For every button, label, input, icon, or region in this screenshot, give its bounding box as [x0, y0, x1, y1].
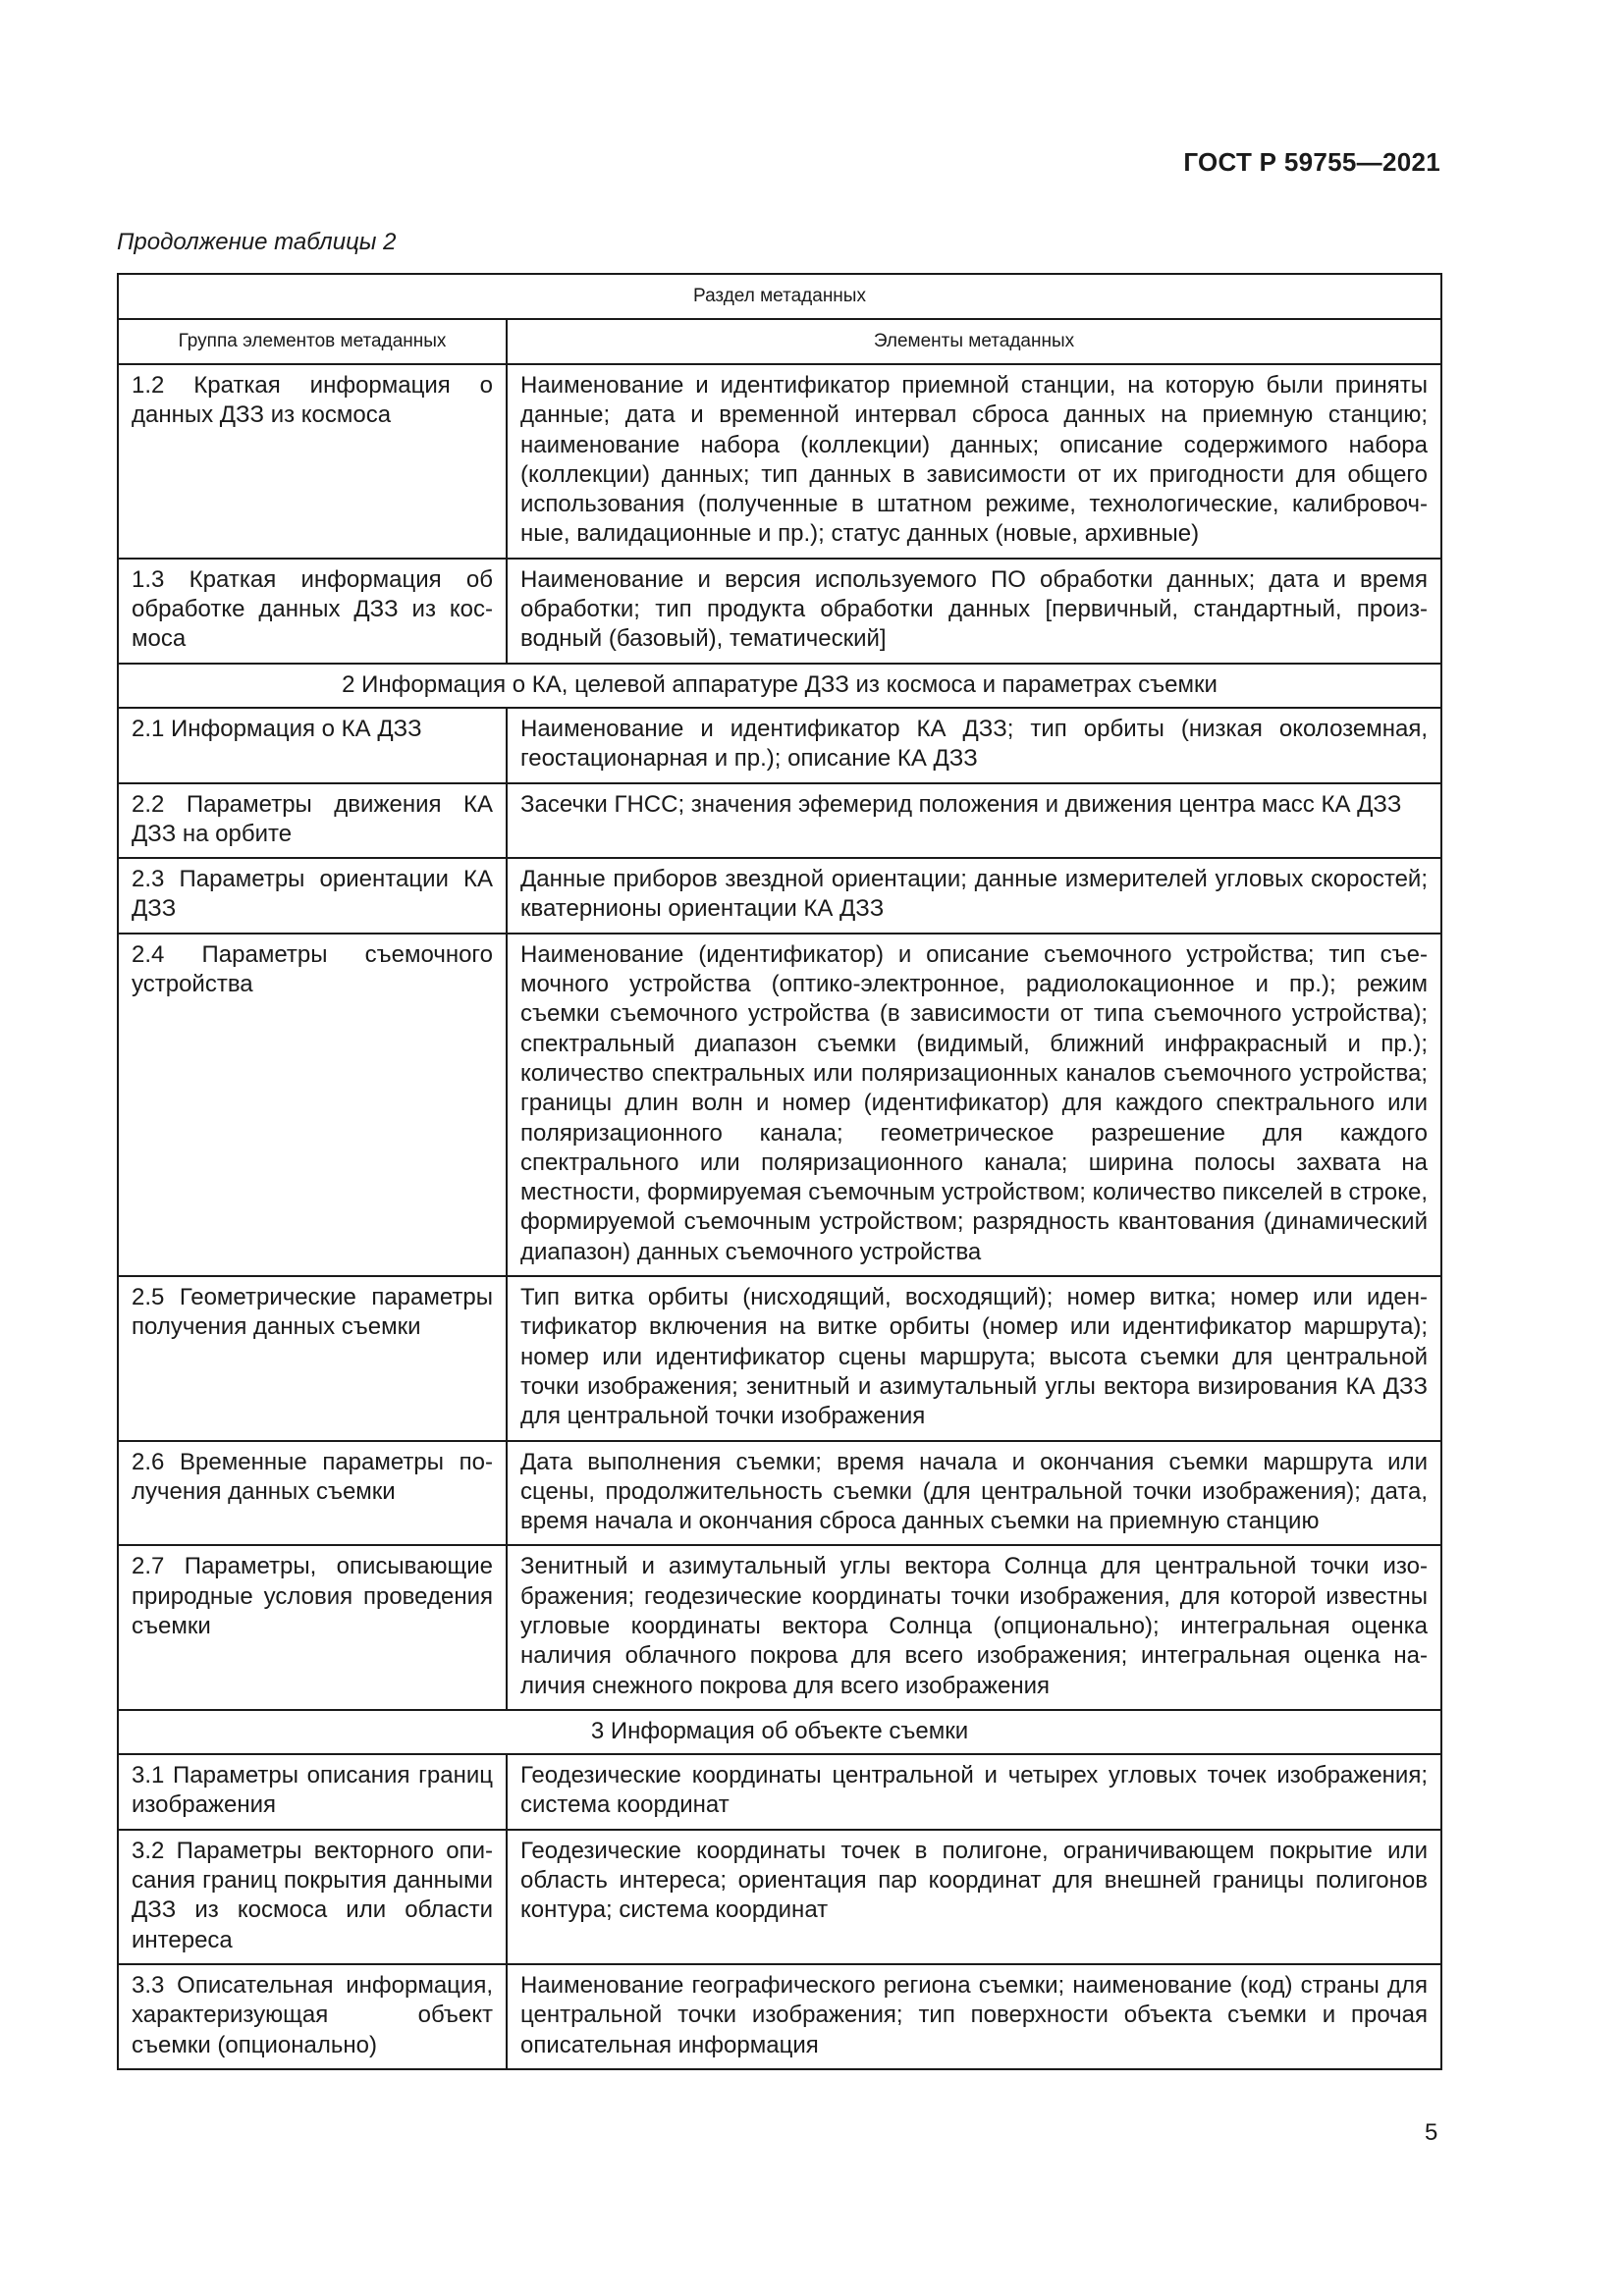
section-heading-row — [118, 1710, 1441, 1754]
group-cell: 2.7 Параметры, описывающие природные условия проведения съемки — [118, 1545, 507, 1709]
table-row — [118, 1276, 1441, 1440]
elements-cell: Наименование географического региона съемки; наименование (код) страны для центральной точки изображения; тип поверхности объекта съемки и прочая описательная информация — [507, 1964, 1441, 2069]
group-cell: 3.3 Описательная информация, характеризующая объект съемки (опционально) — [118, 1964, 507, 2069]
table-row — [118, 1441, 1441, 1546]
elements-cell: Наименование и идентификатор приемной станции, на которую были приняты данные; дата и временной интервал сброса данных на приемную станцию; наименование набора (коллекции) данных; описание содержимого набора (коллекции) данных; тип данных в зависимости от их пригодности для общего использования (полученные в штатном режиме, технологические, калибровочные, валидационные и пр.); статус данных (новые, архивные) — [507, 364, 1441, 559]
section-heading-row — [118, 664, 1441, 708]
table-header-row-columns — [118, 319, 1441, 364]
table-row — [118, 1830, 1441, 1964]
table-row — [118, 1545, 1441, 1709]
group-cell: 2.6 Временные параметры получения данных съемки — [118, 1441, 507, 1546]
elements-cell: Засечки ГНСС; значения эфемерид положения и движения центра масс КА ДЗЗ — [507, 783, 1441, 859]
table-row — [118, 858, 1441, 934]
header-section-title: Раздел метаданных — [118, 274, 1441, 319]
table-row — [118, 559, 1441, 664]
table-row — [118, 1754, 1441, 1830]
page-number: 5 — [1425, 2119, 1438, 2146]
table-row — [118, 364, 1441, 559]
group-cell: 2.2 Параметры движения КА ДЗЗ на орбите — [118, 783, 507, 859]
table-caption: Продолжение таблицы 2 — [117, 229, 397, 255]
group-cell: 2.4 Параметры съемочного устройства — [118, 934, 507, 1276]
section-2-title: 2 Информация о КА, целевой аппаратуре ДЗЗ из космоса и параметрах съемки — [118, 664, 1441, 708]
elements-cell: Тип витка орбиты (нисходящий, восходящий); номер витка; номер или идентификатор включения на витке орбиты (номер или идентификатор маршрута); номер или идентификатор сцены маршрута; высота съемки для центральной точки изображения; зенитный и азимутальный углы вектора визирования КА ДЗЗ для центральной точки изображения — [507, 1276, 1441, 1440]
elements-cell: Данные приборов звездной ориентации; данные измерителей угловых скоростей; кватернионы ориентации КА ДЗЗ — [507, 858, 1441, 934]
group-cell: 2.1 Информация о КА ДЗЗ — [118, 708, 507, 783]
elements-cell: Наименование (идентификатор) и описание съемочного устройства; тип съемочного устройства (оптико-электронное, радиолокационное и пр.); режим съемки съемочного устройства (в зависимости от типа съемочного устройства); спектральный диапазон съемки (видимый, ближний инфракрасный и пр.); количество спектральных или поляризационных каналов съемочного устройства; границы длин волн и номер (идентификатор) для каждого спектрального или поляризационного канала; геометрическое разрешение для каждого спектрального или поляризационного канала; ширина полосы захвата на местности, формируемая съемочным устройством; количество пикселей в строке, формируемой съемочным устройством; разрядность квантования (динамический диапазон) данных съемочного устройства — [507, 934, 1441, 1276]
section-3-title: 3 Информация об объекте съемки — [118, 1710, 1441, 1754]
group-cell: 3.2 Параметры векторного описания границ покрытия данными ДЗЗ из космоса или области интереса — [118, 1830, 507, 1964]
group-cell: 2.3 Параметры ориентации КА ДЗЗ — [118, 858, 507, 934]
header-col-group: Группа элементов метаданных — [118, 319, 507, 364]
elements-cell: Зенитный и азимутальный углы вектора Солнца для центральной точки изображения; геодезические координаты точки изображения, для которой известны угловые координаты вектора Солнца (опционально); интегральная оценка наличия облачного покрова для всего изображения; интегральная оценка наличия снежного покрова для всего изображения — [507, 1545, 1441, 1709]
document-standard-number: ГОСТ Р 59755—2021 — [1183, 147, 1440, 177]
header-col-elements: Элементы метаданных — [507, 319, 1441, 364]
elements-cell: Дата выполнения съемки; время начала и окончания съемки маршрута или сцены, продолжительность съемки (для центральной точки изображения); дата, время начала и окончания сброса данных съемки на приемную станцию — [507, 1441, 1441, 1546]
metadata-table — [117, 273, 1442, 2070]
elements-cell: Геодезические координаты центральной и четырех угловых точек изображения; система координат — [507, 1754, 1441, 1830]
elements-cell: Геодезические координаты точек в полигоне, ограничивающем покрытие или область интереса; ориентация пар координат для внешней границы полигонов контура; система координат — [507, 1830, 1441, 1964]
group-cell: 2.5 Геометрические параметры получения данных съемки — [118, 1276, 507, 1440]
table-row — [118, 708, 1441, 783]
group-cell: 1.2 Краткая информация о данных ДЗЗ из космоса — [118, 364, 507, 559]
table-row — [118, 934, 1441, 1276]
table-row — [118, 1964, 1441, 2069]
group-cell: 3.1 Параметры описания границ изображения — [118, 1754, 507, 1830]
elements-cell: Наименование и версия используемого ПО обработки данных; дата и время обработки; тип продукта обработки данных [первичный, стандартный, производный (базовый), тематический] — [507, 559, 1441, 664]
elements-cell: Наименование и идентификатор КА ДЗЗ; тип орбиты (низкая околоземная, геостационарная и пр.); описание КА ДЗЗ — [507, 708, 1441, 783]
group-cell: 1.3 Краткая информация об обработке данных ДЗЗ из космоса — [118, 559, 507, 664]
table-header-row-section — [118, 274, 1441, 319]
table-row — [118, 783, 1441, 859]
